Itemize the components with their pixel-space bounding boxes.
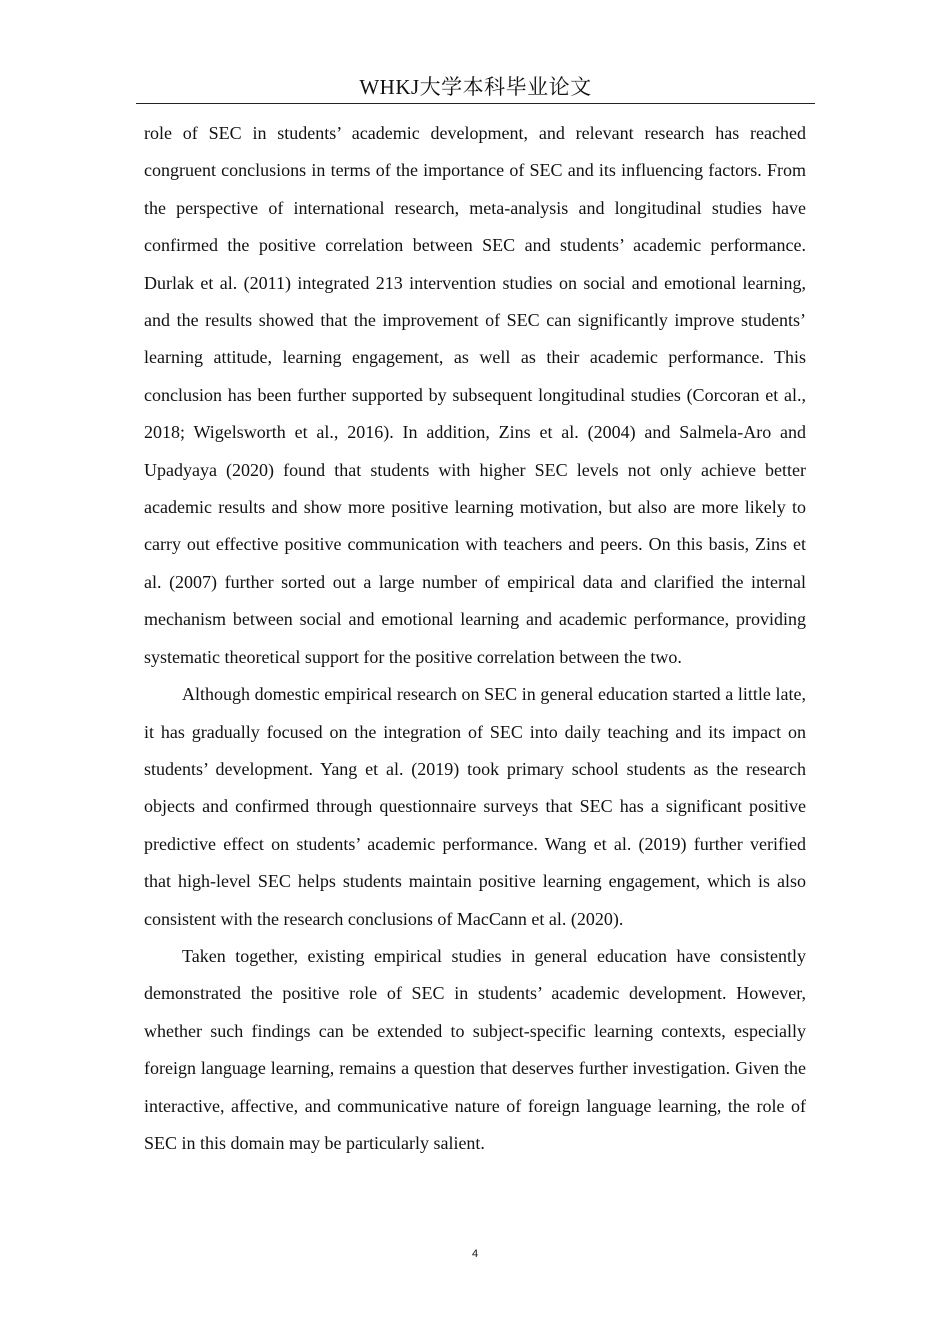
body-text <box>144 115 806 1162</box>
paragraph-continuation: role of SEC in students’ academic development, and relevant research has reached congruent conclusions in terms of the importance of SEC and its influencing factors. From the perspective of international research, meta-analysis and longitudinal studies have confirmed the positive correlation between SEC and students’ academic performance. Durlak et al. (2011) integrated 213 intervention studies on social and emotional learning, and the results showed that the improvement of SEC can significantly improve students’ learning attitude, learning engagement, as well as their academic performance. This conclusion has been further supported by subsequent longitudinal studies (Corcoran et al., 2018; Wigelsworth et al., 2016). In addition, Zins et al. (2004) and Salmela-Aro and Upadyaya (2020) found that students with higher SEC levels not only achieve better academic results and show more positive learning motivation, but also are more likely to carry out effective positive communication with teachers and peers. On this basis, Zins et al. (2007) further sorted out a large number of empirical data and clarified the internal mechanism between social and emotional learning and academic performance, providing systematic theoretical support for the positive correlation between the two. <box>144 123 806 667</box>
paragraph-domestic-research: Although domestic empirical research on SEC in general education started a little late, it has gradually focused on the integration of SEC into daily teaching and its impact on students’ development. Yang et al. (2019) took primary school students as the research objects and confirmed through questionnaire surveys that SEC has a significant positive predictive effect on students’ academic performance. Wang et al. (2019) further verified that high-level SEC helps students maintain positive learning engagement, which is also consistent with the research conclusions of MacCann et al. (2020). <box>144 684 806 929</box>
paragraph-summary: Taken together, existing empirical studies in general education have consistently demonstrated the positive role of SEC in students’ academic development. However, whether such findings can be extended to subject-specific learning contexts, especially foreign language learning, remains a question that deserves further investigation. Given the interactive, affective, and communicative nature of foreign language learning, the role of SEC in this domain may be particularly salient. <box>144 945 806 1153</box>
running-header: WHKJ大学本科毕业论文 <box>359 75 592 99</box>
page-number: 4 <box>471 1248 479 1260</box>
header-rule <box>136 103 815 104</box>
